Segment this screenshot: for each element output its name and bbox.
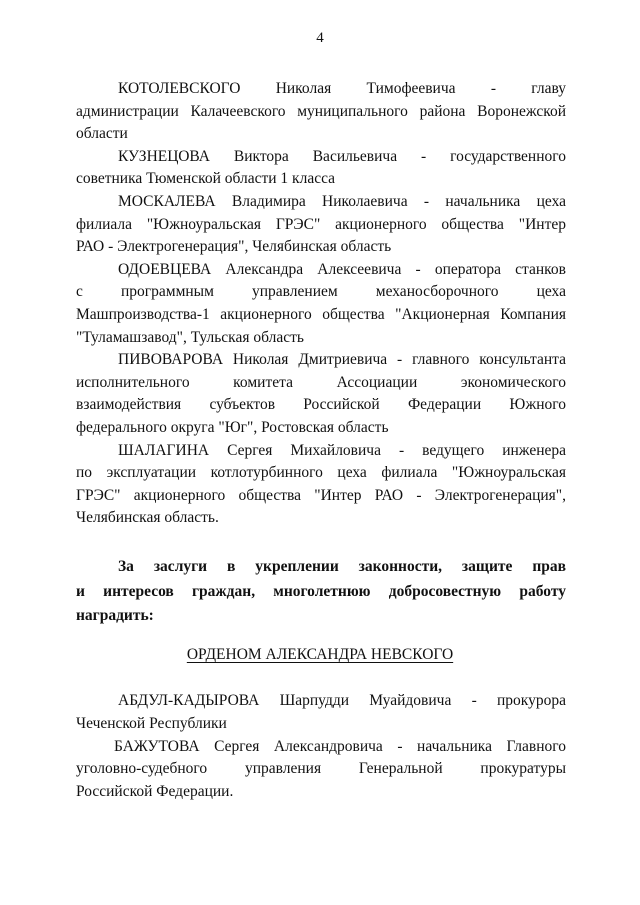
text-line: области [76, 125, 128, 143]
award-entry [76, 690, 566, 736]
text-line: БАЖУТОВА Сергея Александровича - начальника Главного [114, 737, 566, 755]
order-heading [0, 644, 640, 666]
award-entry [76, 78, 566, 146]
text-line: филиала "Южноуральская ГРЭС" акционерного общества "Интер [76, 215, 566, 233]
decree-line: и интересов граждан, многолетнюю добросовестную работу [76, 582, 566, 600]
text-line: исполнительного комитета Ассоциации экономического [76, 373, 566, 391]
text-line: Чеченской Республики [76, 714, 227, 732]
award-entry [76, 259, 566, 349]
text-line: Российской Федерации. [76, 783, 234, 801]
text-line: КОТОЛЕВСКОГО Николая Тимофеевича - главу [118, 80, 566, 97]
award-entry [76, 349, 566, 439]
page-number: 4 [316, 30, 324, 46]
text-line: взаимодействия субъектов Российской Федерации Южного [76, 396, 566, 414]
text-line: ГРЭС" акционерного общества "Интер РАО - Электрогенерация", [76, 486, 566, 504]
text-line: АБДУЛ-КАДЫРОВА Шарпудди Муайдовича - прокурора [118, 692, 566, 709]
decree-line: наградить: [76, 607, 154, 624]
award-entry [76, 146, 566, 191]
text-line: Машпроизводства-1 акционерного общества "Акционерная Компания [76, 305, 566, 323]
award-list-part2 [76, 690, 566, 804]
text-line: ПИВОВАРОВА Николая Дмитриевича - главного консультанта [118, 351, 566, 369]
text-line: РАО - Электрогенерация", Челябинская область [76, 238, 392, 256]
text-line: ШАЛАГИНА Сергея Михайловича - ведущего инженера [118, 441, 566, 459]
text-line: администрации Калачеевского муниципального района Воронежской [76, 102, 566, 120]
award-entry [76, 736, 566, 804]
text-line: с программным управлением механосборочного цеха [76, 283, 566, 301]
text-line: по эксплуатации котлотурбинного цеха филиала "Южноуральская [76, 464, 566, 482]
award-entry [76, 440, 566, 530]
text-line: федерального округа "Юг", Ростовская область [76, 418, 389, 436]
text-line: Челябинская область. [76, 509, 219, 527]
text-line: КУЗНЕЦОВА Виктора Васильевича - государственного [118, 147, 566, 165]
text-line: "Туламашзавод", Тульская область [76, 328, 304, 346]
order-heading-text: ОРДЕНОМ АЛЕКСАНДРА НЕВСКОГО [186, 646, 454, 663]
text-line: ОДОЕВЦЕВА Александра Алексеевича - оператора станков [118, 260, 566, 278]
award-entry [76, 191, 566, 259]
text-line: уголовно-судебного управления Генеральной прокуратуры [76, 760, 566, 778]
text-line: МОСКАЛЕВА Владимира Николаевича - начальника цеха [118, 192, 566, 210]
decree-statement [76, 555, 566, 629]
decree-line: За заслуги в укреплении законности, защите прав [118, 558, 566, 575]
text-line: советника Тюменской области 1 класса [76, 170, 336, 188]
award-list-part1 [76, 78, 566, 530]
